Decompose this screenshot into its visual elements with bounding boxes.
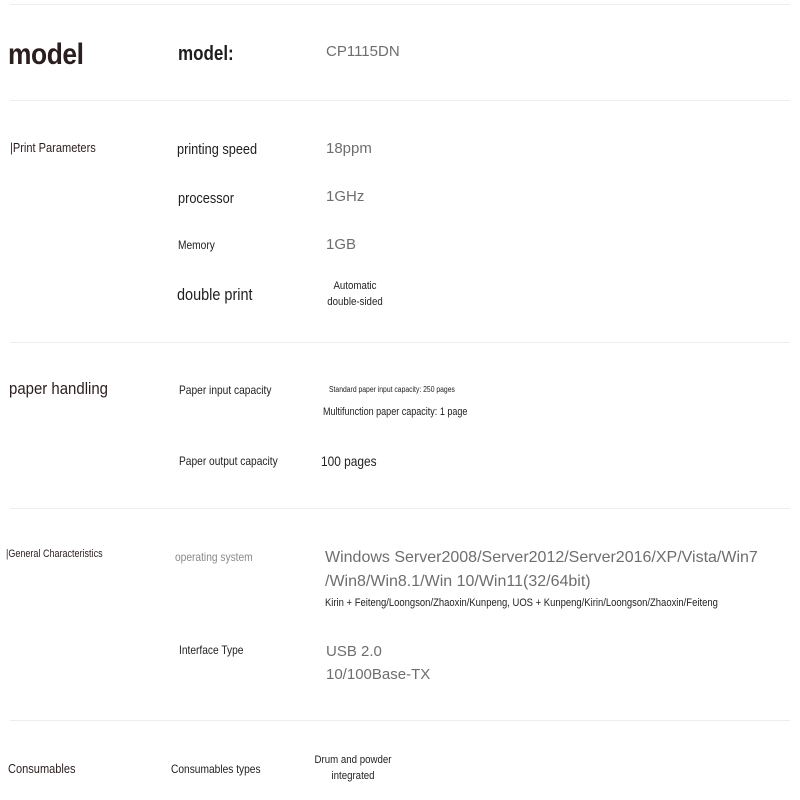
category-print-parameters: |Print Parameters <box>10 140 96 155</box>
paper-input-value-multifunction: Multifunction paper capacity: 1 page <box>323 406 468 418</box>
os-value-line: /Win8/Win8.1/Win 10/Win11(32/64bit) <box>325 573 591 590</box>
section-divider <box>10 720 790 721</box>
paper-input-label: Paper input capacity <box>179 383 272 397</box>
paper-output-value: 100 pages <box>321 453 377 469</box>
consumables-types-label: Consumables types <box>171 762 261 776</box>
model-label: model: <box>178 43 234 65</box>
printing-speed-value: 18ppm <box>326 140 372 157</box>
category-paper-handling: paper handling <box>9 379 108 398</box>
double-print-label: double print <box>177 285 253 304</box>
category-consumables: Consumables <box>8 761 76 776</box>
category-model: model <box>8 38 84 71</box>
model-value: CP1115DN <box>326 43 400 60</box>
section-divider <box>10 342 790 343</box>
os-value-line: Windows Server2008/Server2012/Server2016/XP/Vista/Win7 <box>325 549 758 566</box>
memory-value: 1GB <box>326 236 357 253</box>
interface-type-value <box>326 640 430 686</box>
double-print-value-line: Automatic <box>333 280 377 292</box>
section-divider <box>10 4 790 5</box>
processor-value: 1GHz <box>326 188 365 205</box>
category-general-characteristics: |General Characteristics <box>6 548 103 560</box>
os-value-domestic: Kirin + Feiteng/Loongson/Zhaoxin/Kunpeng, UOS + Kunpeng/Kirin/Loongson/Zhaoxin/Feiteng <box>325 597 718 609</box>
section-divider <box>10 100 790 101</box>
section-divider <box>10 508 790 509</box>
operating-system-label: operating system <box>175 550 253 564</box>
memory-label: Memory <box>178 238 215 252</box>
paper-output-label: Paper output capacity <box>179 454 278 468</box>
double-print-value <box>322 278 387 310</box>
consumables-types-value <box>312 752 395 784</box>
printing-speed-label: printing speed <box>177 141 258 158</box>
interface-value-line: 10/100Base-TX <box>326 666 431 683</box>
consumables-value-line: Drum and powder <box>314 754 392 766</box>
interface-value-line: USB 2.0 <box>326 643 382 660</box>
processor-label: processor <box>178 190 234 207</box>
interface-type-label: Interface Type <box>179 643 244 657</box>
operating-system-value <box>325 546 795 594</box>
double-print-value-line: double-sided <box>327 296 383 308</box>
consumables-value-line: integrated <box>331 770 375 782</box>
paper-input-value-standard: Standard paper input capacity: 250 pages <box>329 385 455 394</box>
